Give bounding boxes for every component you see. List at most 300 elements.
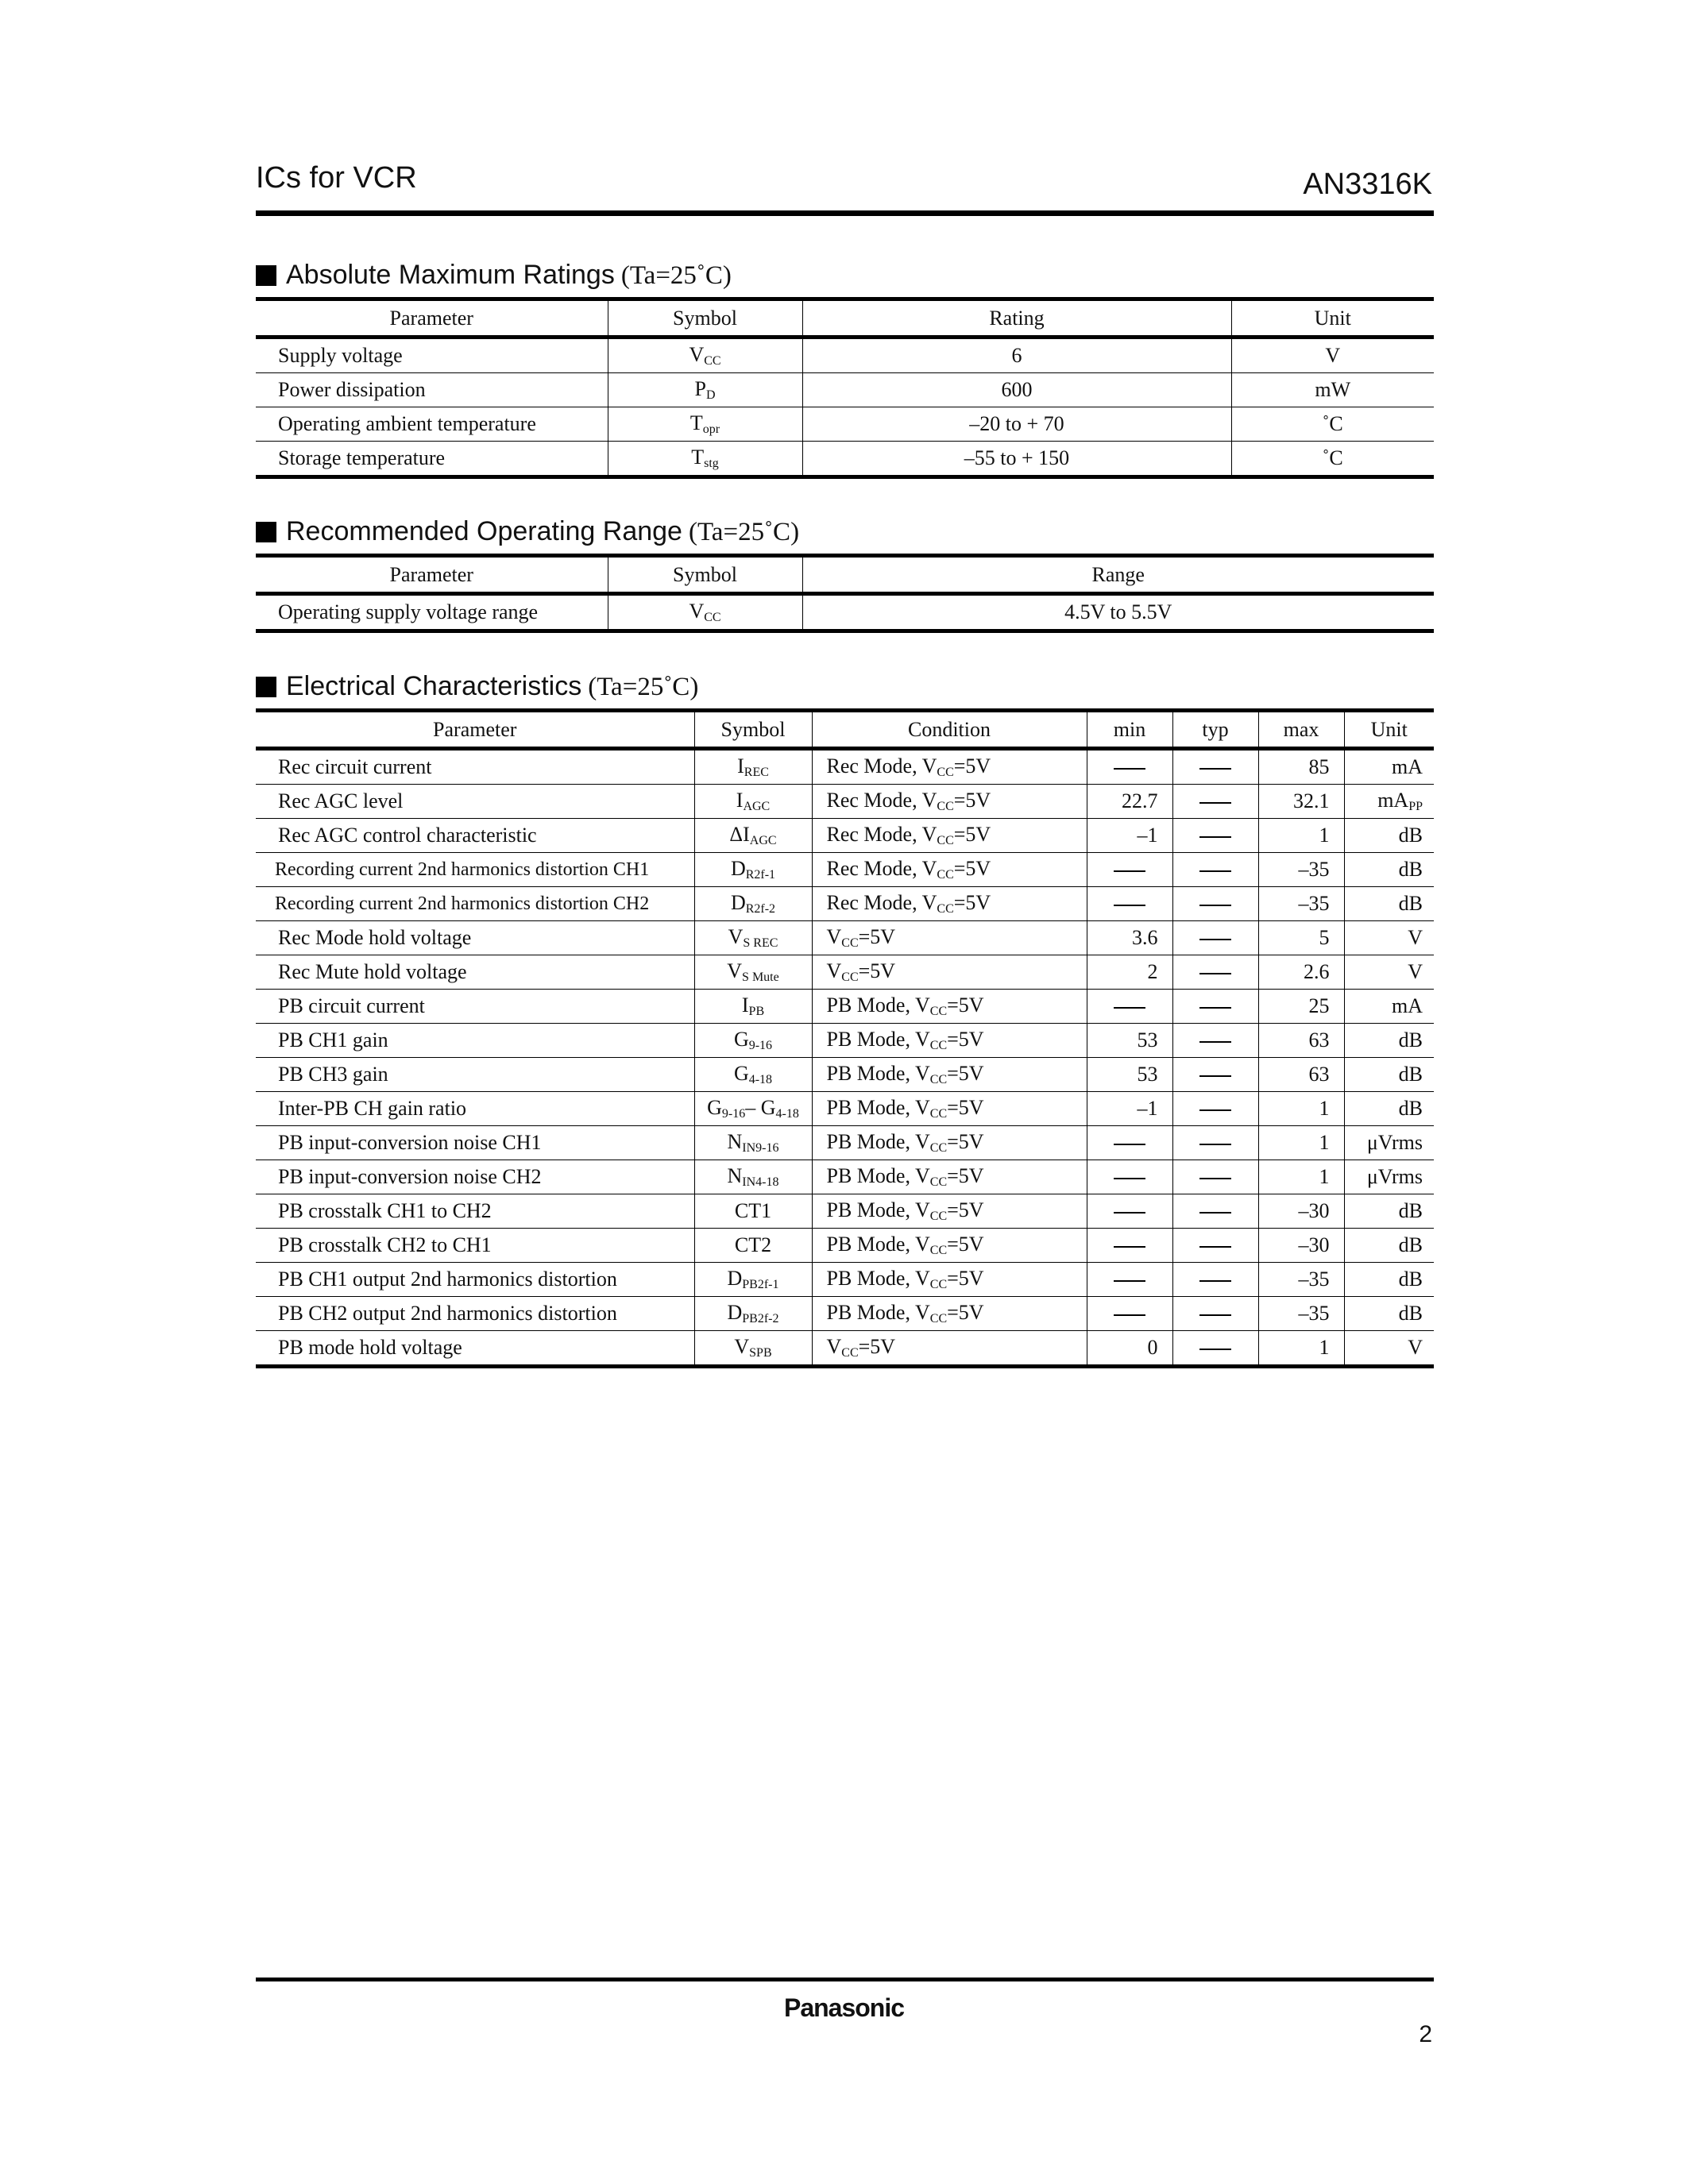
- abs-max-heading: [256, 254, 1434, 291]
- bullet-square-icon: [256, 677, 276, 697]
- min-cell: 0: [1087, 1331, 1172, 1367]
- typ-cell: [1172, 1229, 1258, 1263]
- max-cell: 2.6: [1258, 955, 1344, 990]
- table-row: [256, 1263, 1434, 1297]
- unit-cell: [1344, 1058, 1434, 1092]
- symbol-subscript: R2f-1: [745, 868, 776, 882]
- typ-cell: [1172, 1194, 1258, 1229]
- elec-heading: [256, 666, 1434, 702]
- parameter-cell: Rec Mode hold voltage: [256, 921, 694, 955]
- symbol-cell: [694, 749, 812, 785]
- symbol-subscript: PB: [748, 1005, 765, 1018]
- table-row: [256, 819, 1434, 853]
- parameter-cell: PB circuit current: [256, 990, 694, 1024]
- condition-cell: [812, 1331, 1087, 1367]
- header-rule: [256, 210, 1434, 216]
- column-header: Parameter: [389, 306, 473, 330]
- condition-subscript: CC: [841, 1346, 859, 1360]
- condition-text: V: [826, 925, 842, 948]
- dash-mark: [1199, 1041, 1231, 1043]
- symbol: V: [728, 925, 744, 948]
- max-cell: 32.1: [1258, 785, 1344, 819]
- symbol: V: [689, 343, 705, 366]
- typ-cell: [1172, 1297, 1258, 1331]
- dash-mark: [1199, 939, 1231, 940]
- symbol: D: [727, 1301, 743, 1324]
- unit-cell: [1344, 887, 1434, 921]
- table-row: [256, 1092, 1434, 1126]
- condition-value: =5V: [947, 1233, 984, 1256]
- typ-cell: [1172, 990, 1258, 1024]
- max-cell: 1: [1258, 1160, 1344, 1194]
- min-cell: [1087, 1263, 1172, 1297]
- typ-cell: [1172, 1331, 1258, 1367]
- unit-text: μVrms: [1366, 1165, 1423, 1188]
- dash-mark: [1114, 1178, 1145, 1179]
- table-row: [256, 594, 1434, 631]
- dash-mark: [1114, 1246, 1145, 1248]
- parameter-cell: PB input-conversion noise CH2: [256, 1160, 694, 1194]
- parameter-cell: Rec circuit current: [278, 755, 432, 778]
- symbol-cell: [694, 1024, 812, 1058]
- table-row: [256, 1331, 1434, 1367]
- condition-cell: [812, 1092, 1087, 1126]
- min-cell: [1087, 853, 1172, 887]
- symbol-subscript: 9-16: [721, 1107, 746, 1121]
- condition-cell: [812, 1126, 1087, 1160]
- unit-text: dB: [1398, 1199, 1423, 1222]
- min-cell: 3.6: [1087, 921, 1172, 955]
- typ-cell: [1172, 1263, 1258, 1297]
- condition-cell: [812, 749, 1087, 785]
- parameter-cell: PB input-conversion noise CH1: [256, 1126, 694, 1160]
- column-header: Unit: [1344, 711, 1434, 749]
- dash-mark: [1199, 1109, 1231, 1111]
- condition-text: Rec Mode, V: [826, 789, 937, 812]
- column-header: Condition: [812, 711, 1087, 749]
- dash-mark: [1199, 905, 1231, 906]
- condition-subscript: CC: [929, 1005, 948, 1018]
- condition-subscript: CC: [929, 1244, 948, 1257]
- table-row: [256, 785, 1434, 819]
- symbol-subscript: S Mute: [742, 970, 779, 984]
- min-cell: [1087, 1160, 1172, 1194]
- condition-cell: [812, 853, 1087, 887]
- symbol: G: [707, 1096, 722, 1119]
- table-row: [256, 1229, 1434, 1263]
- condition-subscript: CC: [929, 1073, 948, 1086]
- page-number: 2: [1419, 2021, 1432, 2047]
- symbol: V: [727, 959, 743, 982]
- condition-value: =5V: [953, 891, 991, 914]
- symbol: D: [730, 857, 746, 880]
- symbol-cell: [608, 594, 802, 631]
- dash-mark: [1114, 1212, 1145, 1214]
- dash-mark: [1199, 1246, 1231, 1248]
- max-cell: 25: [1258, 990, 1344, 1024]
- table-row: [256, 1194, 1434, 1229]
- condition-cell: [812, 990, 1087, 1024]
- dash-mark: [1114, 1144, 1145, 1145]
- condition-cell: [812, 955, 1087, 990]
- symbol: G: [733, 1062, 749, 1085]
- condition-subscript: CC: [841, 970, 859, 984]
- min-cell: [1087, 1126, 1172, 1160]
- column-header: Range: [802, 556, 1434, 594]
- dash-mark: [1199, 1144, 1231, 1145]
- condition-value: =5V: [947, 1130, 984, 1153]
- condition-value: =5V: [858, 1335, 896, 1358]
- symbol-cell: [694, 1331, 812, 1367]
- rating-cell: –20 to + 70: [802, 407, 1231, 442]
- max-cell: 1: [1258, 1092, 1344, 1126]
- dash-mark: [1199, 768, 1231, 770]
- typ-cell: [1172, 1160, 1258, 1194]
- elec-section: [256, 666, 1434, 1368]
- parameter-cell: Storage temperature: [256, 442, 608, 477]
- table-row: [256, 1297, 1434, 1331]
- condition-value: =5V: [953, 754, 991, 778]
- condition-value: =5V: [947, 1164, 984, 1187]
- condition-value: =5V: [858, 925, 896, 948]
- unit-cell: [1344, 1024, 1434, 1058]
- symbol-cell: [608, 442, 802, 477]
- parameter-cell: Inter-PB CH gain ratio: [256, 1092, 694, 1126]
- unit-cell: mW: [1231, 373, 1434, 407]
- symbol-subscript: stg: [704, 457, 719, 470]
- condition-cell: [812, 1160, 1087, 1194]
- parameter-cell: Supply voltage: [278, 344, 403, 367]
- condition-text: PB Mode, V: [826, 1096, 930, 1119]
- table-row: [256, 887, 1434, 921]
- max-cell: 1: [1258, 1331, 1344, 1367]
- symbol: ΔI: [729, 823, 750, 846]
- symbol: V: [734, 1335, 750, 1358]
- condition-text: PB Mode, V: [826, 1062, 930, 1085]
- condition-value: =5V: [947, 1062, 984, 1085]
- unit-cell: [1344, 1092, 1434, 1126]
- parameter-cell: Rec AGC level: [256, 785, 694, 819]
- table-row: [256, 955, 1434, 990]
- min-cell: [1087, 990, 1172, 1024]
- bullet-square-icon: [256, 522, 276, 542]
- typ-cell: [1172, 785, 1258, 819]
- typ-cell: [1172, 1126, 1258, 1160]
- typ-cell: [1172, 853, 1258, 887]
- max-cell: –35: [1258, 1263, 1344, 1297]
- max-cell: 1: [1258, 819, 1344, 853]
- max-cell: 1: [1258, 1126, 1344, 1160]
- condition-subscript: CC: [937, 902, 954, 916]
- parameter-cell: PB crosstalk CH2 to CH1: [256, 1229, 694, 1263]
- condition-value: =5V: [947, 1028, 984, 1051]
- dash-mark: [1199, 1075, 1231, 1077]
- unit-cell: [1344, 990, 1434, 1024]
- rating-cell: 6: [802, 338, 1231, 373]
- unit-cell: [1344, 749, 1434, 785]
- condition-text: PB Mode, V: [826, 1130, 930, 1153]
- parameter-cell: PB crosstalk CH1 to CH2: [256, 1194, 694, 1229]
- range-cell: 4.5V to 5.5V: [802, 594, 1434, 631]
- symbol-subscript: IN4-18: [742, 1175, 779, 1189]
- typ-cell: [1172, 749, 1258, 785]
- dash-mark: [1114, 1314, 1145, 1316]
- column-header: max: [1258, 711, 1344, 749]
- column-header: Symbol: [608, 299, 802, 338]
- abs-max-section: [256, 254, 1434, 479]
- dash-mark: [1199, 1349, 1231, 1350]
- elec-condition: (Ta=25˚C): [588, 673, 699, 701]
- condition-subscript: CC: [937, 834, 954, 847]
- abs-max-table: [256, 297, 1434, 479]
- unit-text: dB: [1398, 1268, 1423, 1291]
- symbol-cell: [694, 853, 812, 887]
- dash-mark: [1199, 973, 1231, 974]
- condition-subscript: CC: [937, 868, 954, 882]
- condition-cell: [812, 819, 1087, 853]
- unit-cell: [1344, 853, 1434, 887]
- max-cell: –35: [1258, 853, 1344, 887]
- symbol-part: – G: [745, 1096, 776, 1119]
- unit-text: dB: [1398, 1097, 1423, 1120]
- rec-op-title: Recommended Operating Range: [286, 516, 682, 546]
- abs-max-condition: (Ta=25˚C): [620, 261, 732, 290]
- unit-text: μVrms: [1366, 1131, 1423, 1154]
- min-cell: 53: [1087, 1024, 1172, 1058]
- condition-value: =5V: [953, 823, 991, 846]
- symbol-subscript: AGC: [749, 834, 777, 847]
- parameter-cell: Power dissipation: [256, 373, 608, 407]
- symbol-cell: [694, 1092, 812, 1126]
- symbol-subscript: 4-18: [775, 1107, 799, 1121]
- dash-mark: [1114, 905, 1145, 906]
- min-cell: 22.7: [1087, 785, 1172, 819]
- symbol: N: [727, 1130, 743, 1153]
- unit-text: mA: [1392, 755, 1423, 778]
- table-row: [256, 442, 1434, 477]
- symbol-subscript: opr: [702, 423, 720, 436]
- unit-cell: [1344, 1229, 1434, 1263]
- condition-text: PB Mode, V: [826, 1198, 930, 1221]
- parameter-cell: Recording current 2nd harmonics distortion CH2: [256, 887, 694, 921]
- symbol: N: [727, 1164, 743, 1187]
- symbol-subscript: S REC: [743, 936, 778, 950]
- condition-text: Rec Mode, V: [826, 754, 937, 778]
- elec-title: Electrical Characteristics: [286, 671, 582, 701]
- parameter-cell: PB CH2 output 2nd harmonics distortion: [256, 1297, 694, 1331]
- max-cell: 63: [1258, 1058, 1344, 1092]
- parameter-cell: PB mode hold voltage: [256, 1331, 694, 1367]
- parameter-cell: PB CH3 gain: [256, 1058, 694, 1092]
- condition-text: PB Mode, V: [826, 1267, 930, 1290]
- rec-op-table: [256, 554, 1434, 633]
- table-header-row: [256, 711, 1434, 749]
- condition-value: =5V: [947, 1096, 984, 1119]
- unit-text: dB: [1398, 1302, 1423, 1325]
- max-cell: –35: [1258, 1297, 1344, 1331]
- column-header: Unit: [1231, 299, 1434, 338]
- condition-cell: [812, 1229, 1087, 1263]
- table-row: [256, 373, 1434, 407]
- symbol-cell: [694, 1126, 812, 1160]
- table-row: [256, 853, 1434, 887]
- dash-mark: [1199, 1007, 1231, 1009]
- symbol-cell: [694, 887, 812, 921]
- unit-cell: V: [1231, 338, 1434, 373]
- condition-subscript: CC: [929, 1312, 948, 1325]
- unit-text: dB: [1398, 1233, 1423, 1256]
- symbol-subscript: IN9-16: [742, 1141, 779, 1155]
- symbol-subscript: REC: [744, 766, 769, 779]
- column-header: Parameter: [389, 562, 473, 586]
- dash-mark: [1199, 1314, 1231, 1316]
- dash-mark: [1199, 802, 1231, 804]
- symbol-cell: [694, 1263, 812, 1297]
- symbol-subscript: AGC: [743, 800, 771, 813]
- table-row: [256, 1160, 1434, 1194]
- symbol-subscript: CC: [704, 611, 721, 624]
- condition-cell: [812, 785, 1087, 819]
- unit-text: dB: [1398, 1028, 1423, 1051]
- condition-text: Rec Mode, V: [826, 891, 937, 914]
- condition-value: =5V: [947, 1198, 984, 1221]
- parameter-cell: Recording current 2nd harmonics distortion CH1: [256, 853, 694, 887]
- symbol: V: [689, 600, 705, 623]
- condition-subscript: CC: [841, 936, 859, 950]
- symbol-cell: [608, 338, 802, 373]
- parameter-cell: Rec Mute hold voltage: [256, 955, 694, 990]
- min-cell: –1: [1087, 819, 1172, 853]
- max-cell: –30: [1258, 1194, 1344, 1229]
- unit-cell: [1344, 1194, 1434, 1229]
- min-cell: [1087, 1229, 1172, 1263]
- condition-text: V: [826, 1335, 842, 1358]
- condition-cell: [812, 921, 1087, 955]
- symbol-subscript: D: [705, 388, 716, 402]
- symbol: T: [689, 411, 703, 434]
- condition-subscript: CC: [929, 1210, 948, 1223]
- symbol-cell: [694, 1194, 812, 1229]
- condition-subscript: CC: [929, 1278, 948, 1291]
- unit-cell: [1344, 819, 1434, 853]
- min-cell: [1087, 887, 1172, 921]
- table-row: [256, 1024, 1434, 1058]
- symbol: D: [727, 1267, 743, 1290]
- header-category: ICs for VCR: [256, 161, 417, 195]
- unit-cell: [1344, 785, 1434, 819]
- table-row: [256, 921, 1434, 955]
- condition-text: PB Mode, V: [826, 994, 930, 1017]
- condition-text: Rec Mode, V: [826, 857, 937, 880]
- condition-text: PB Mode, V: [826, 1028, 930, 1051]
- symbol-subscript: SPB: [749, 1346, 772, 1360]
- dash-mark: [1199, 1178, 1231, 1179]
- condition-cell: [812, 1263, 1087, 1297]
- symbol-cell: [608, 407, 802, 442]
- symbol-cell: [694, 921, 812, 955]
- dash-mark: [1114, 1280, 1145, 1282]
- parameter-cell: Rec AGC control characteristic: [256, 819, 694, 853]
- min-cell: [1087, 749, 1172, 785]
- column-header: typ: [1172, 711, 1258, 749]
- condition-text: PB Mode, V: [826, 1301, 930, 1324]
- parameter-cell: Operating supply voltage range: [278, 600, 539, 623]
- unit-text: dB: [1398, 824, 1423, 847]
- unit-text: V: [1408, 926, 1423, 949]
- condition-subscript: CC: [929, 1175, 948, 1189]
- symbol-subscript: PB2f-2: [742, 1312, 779, 1325]
- unit-text: dB: [1398, 892, 1423, 915]
- unit-cell: [1344, 1297, 1434, 1331]
- symbol: I: [736, 789, 744, 812]
- symbol-cell: [694, 785, 812, 819]
- table-header-row: [256, 556, 1434, 594]
- condition-subscript: CC: [929, 1141, 948, 1155]
- symbol-cell: [694, 955, 812, 990]
- table-row: [256, 749, 1434, 785]
- unit-cell: [1344, 955, 1434, 990]
- min-cell: [1087, 1194, 1172, 1229]
- table-row: [256, 1058, 1434, 1092]
- symbol-cell: [694, 1297, 812, 1331]
- dash-mark: [1114, 870, 1145, 872]
- dash-mark: [1114, 768, 1145, 770]
- unit-cell: ˚C: [1231, 407, 1434, 442]
- symbol-cell: [608, 373, 802, 407]
- rec-op-heading: [256, 511, 1434, 547]
- rating-cell: –55 to + 150: [802, 442, 1231, 477]
- unit-cell: [1344, 1160, 1434, 1194]
- condition-value: =5V: [947, 1267, 984, 1290]
- table-row: [256, 407, 1434, 442]
- min-cell: 2: [1087, 955, 1172, 990]
- condition-value: =5V: [947, 1301, 984, 1324]
- symbol-cell: [694, 1160, 812, 1194]
- condition-text: V: [826, 959, 842, 982]
- min-cell: –1: [1087, 1092, 1172, 1126]
- dash-mark: [1199, 1280, 1231, 1282]
- unit-text: V: [1408, 1336, 1423, 1359]
- symbol: T: [691, 446, 705, 469]
- max-cell: 5: [1258, 921, 1344, 955]
- typ-cell: [1172, 1024, 1258, 1058]
- unit-cell: ˚C: [1231, 442, 1434, 477]
- condition-subscript: CC: [937, 766, 954, 779]
- symbol: D: [730, 891, 746, 914]
- condition-subscript: CC: [929, 1039, 948, 1052]
- table-row: [256, 338, 1434, 373]
- max-cell: –35: [1258, 887, 1344, 921]
- symbol: CT2: [734, 1233, 772, 1256]
- symbol-cell: [694, 1058, 812, 1092]
- brand-logo: Panasonic: [783, 1993, 905, 2022]
- unit-text: mA: [1392, 994, 1423, 1017]
- elec-table: [256, 708, 1434, 1368]
- typ-cell: [1172, 955, 1258, 990]
- symbol-subscript: PB2f-1: [742, 1278, 779, 1291]
- condition-text: PB Mode, V: [826, 1164, 930, 1187]
- parameter-cell: Operating ambient temperature: [256, 407, 608, 442]
- max-cell: 63: [1258, 1024, 1344, 1058]
- min-cell: 53: [1087, 1058, 1172, 1092]
- condition-value: =5V: [858, 959, 896, 982]
- symbol-cell: [694, 819, 812, 853]
- rec-op-section: [256, 511, 1434, 633]
- symbol: P: [694, 377, 706, 400]
- typ-cell: [1172, 1058, 1258, 1092]
- condition-cell: [812, 1194, 1087, 1229]
- typ-cell: [1172, 1092, 1258, 1126]
